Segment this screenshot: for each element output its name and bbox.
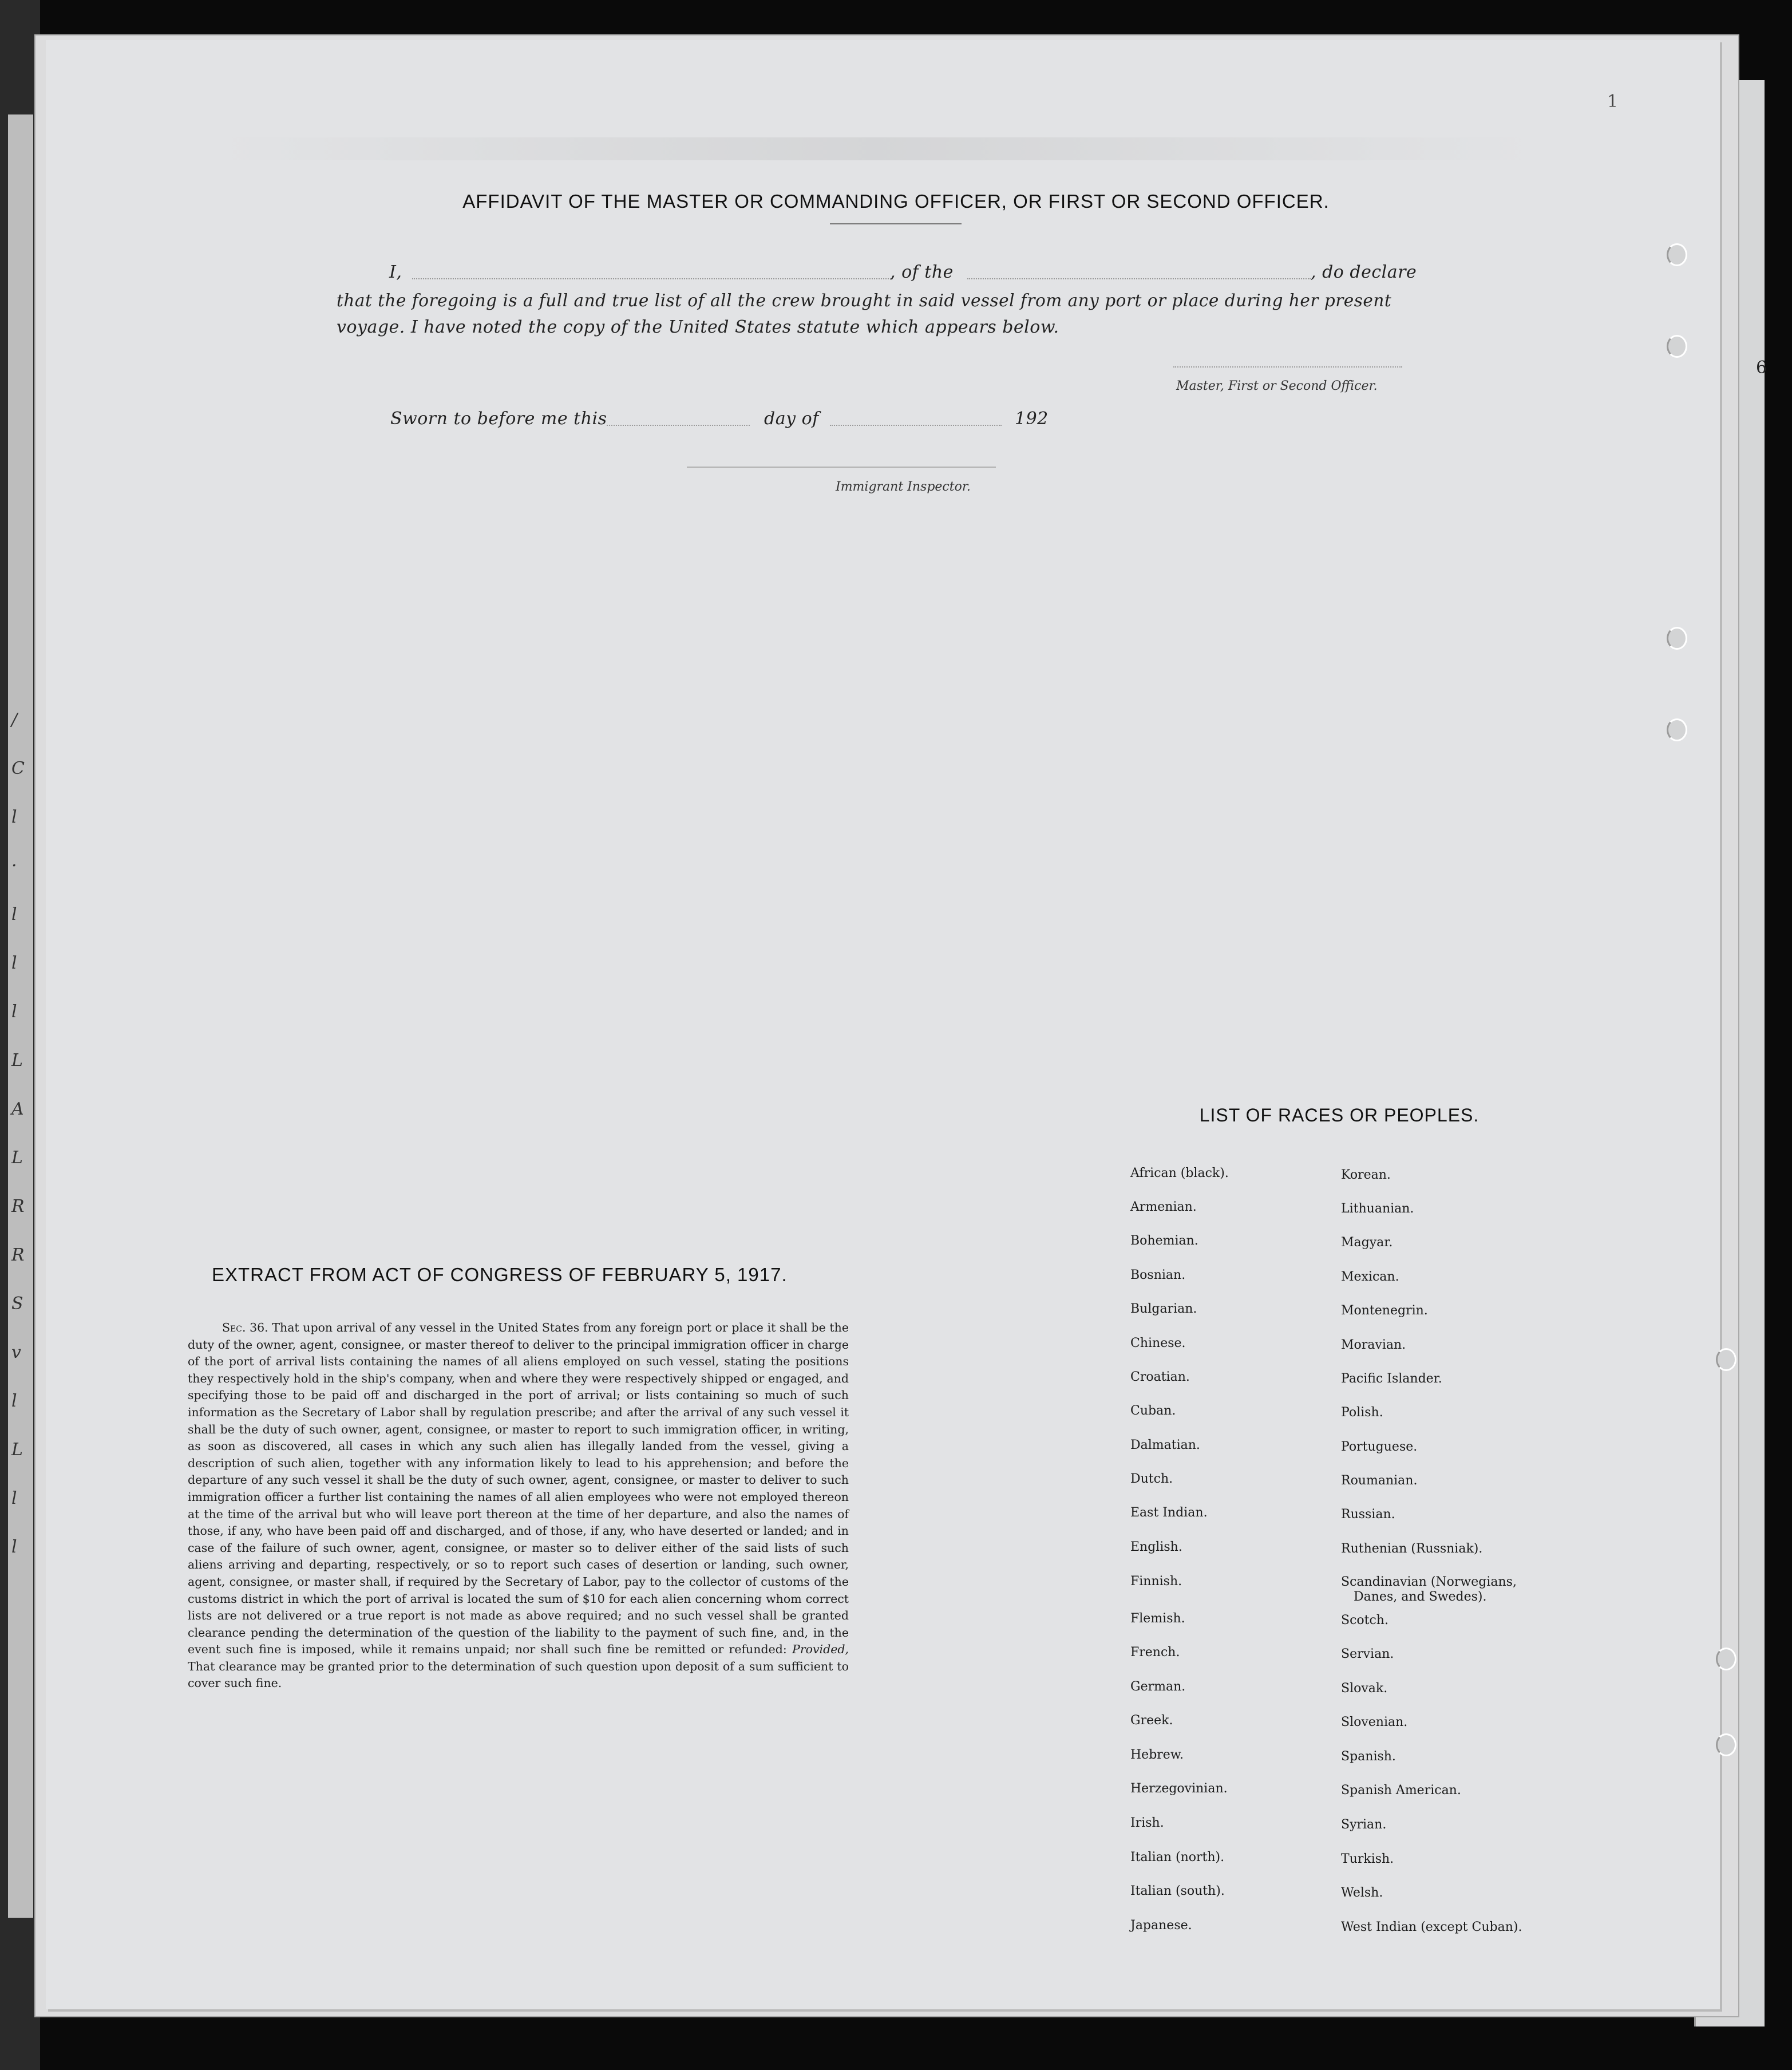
race-left-item: Dutch. xyxy=(1130,1472,1173,1486)
binder-hole xyxy=(1716,1348,1736,1371)
race-right-item: Russian. xyxy=(1341,1507,1395,1522)
race-left-item: Bosnian. xyxy=(1130,1268,1186,1282)
race-right-item: Polish. xyxy=(1341,1405,1383,1420)
right-edge-mark: 6 xyxy=(1756,358,1767,378)
race-left-item: Hebrew. xyxy=(1130,1748,1184,1762)
left-margin-mark: C xyxy=(11,759,25,779)
affidavit-declare: , do declare xyxy=(1311,262,1417,282)
race-left-item: Japanese. xyxy=(1130,1918,1192,1933)
affidavit-line3: voyage. I have noted the copy of the United States statute which appears below. xyxy=(337,317,1059,337)
name-blank[interactable] xyxy=(412,278,893,279)
race-scandinavian-cont: Danes, and Swedes). xyxy=(1354,1590,1487,1604)
binder-hole xyxy=(1716,1648,1736,1670)
race-right-item: Ruthenian (Russniak). xyxy=(1341,1542,1483,1556)
extract-title: EXTRACT FROM ACT OF CONGRESS OF FEBRUARY 5, 1917. xyxy=(212,1264,788,1285)
race-left-item: French. xyxy=(1130,1645,1180,1660)
race-right-item: Scotch. xyxy=(1341,1613,1388,1627)
affidavit-line2: that the foregoing is a full and true list of all the crew brought in said vessel from any port or place during her present xyxy=(337,291,1392,310)
binder-hole xyxy=(1667,243,1687,266)
inspector-rule xyxy=(687,467,996,468)
binder-hole xyxy=(1667,718,1687,741)
race-right-item: Scandinavian (Norwegians, xyxy=(1341,1575,1517,1589)
inspector-caption: Immigrant Inspector. xyxy=(836,480,971,494)
left-margin-mark: l xyxy=(11,953,17,973)
race-right-item: Roumanian. xyxy=(1341,1474,1418,1488)
section-text-b: That clearance may be granted prior to the determination of such question upon deposit of a sum sufficient to cover such fine. xyxy=(188,1659,849,1690)
section-text-a: That upon arrival of any vessel in the United States from any foreign port or place it shall be the duty of the owner, agent, consignee, or master thereof to deliver to the principal immigration officer in charge of the port of arrival lists containing the names of all aliens employed on such vessel, stating the positions they respectively hold in the ship's company, when and where they were respectively shipped or engaged, and specifying those to be paid off and discharged in the port of arrival; or lists containing so much of such information as the Secretary of Labor shall by regulation prescribe; and after the arrival of any such vessel it shall be the duty of such owner, agent, consignee, or master to report to such immigration officer, in writing, as soon as discovered, all cases in which any such alien has illegally landed from the vessel, giving a description of such alien, together with any information likely to lead to his apprehension; and before the departure of any such vessel it shall be the duty of such owner, agent, consignee, or master to deliver to such immigration officer a further list containing the names of all alien employees who were not employed thereon at the time of the arrival but who will leave port thereon at the time of her departure, and also the names of those, if any, who have been paid off and discharged, and of those, if any, who have deserted or landed; and in case of the failure of such owner, agent, consignee, or master so to deliver either of the said lists of such aliens arriving and departing, respectively, or so to report such cases of desertion or landing, such owner, agent, consignee, or master shall, if required by the Secretary of Labor, pay to the collector of customs of the customs district in which the port of arrival is located the sum of $10 for each alien concerning whom correct lists are not delivered or a true report is not made as above required; and no such vessel shall be granted clearance pending the determination of the question of the liability to the payment of such fine, and, in the event such fine is imposed, while it remains unpaid; nor shall such fine be remitted or refunded: xyxy=(188,1321,849,1657)
provided-word: Provided, xyxy=(792,1642,849,1657)
race-left-item: Bohemian. xyxy=(1130,1234,1198,1248)
race-right-item: West Indian (except Cuban). xyxy=(1341,1920,1522,1934)
binder-hole xyxy=(1667,627,1687,650)
left-margin-mark: v xyxy=(11,1342,21,1362)
race-right-item: Slovak. xyxy=(1341,1681,1388,1696)
affidavit-i: I, xyxy=(389,262,402,282)
master-caption: Master, First or Second Officer. xyxy=(1176,379,1378,393)
title-rule xyxy=(830,223,962,224)
binder-hole xyxy=(1716,1733,1736,1756)
race-right-item: Moravian. xyxy=(1341,1338,1406,1352)
race-right-item: Pacific Islander. xyxy=(1341,1372,1442,1386)
race-left-item: Armenian. xyxy=(1130,1200,1197,1214)
race-right-item: Montenegrin. xyxy=(1341,1303,1428,1318)
race-right-item: Lithuanian. xyxy=(1341,1202,1414,1216)
race-left-item: Greek. xyxy=(1130,1713,1173,1728)
race-left-item: Bulgarian. xyxy=(1130,1302,1197,1316)
race-left-item: Irish. xyxy=(1130,1816,1164,1830)
race-right-item: Spanish American. xyxy=(1341,1783,1461,1798)
left-margin-mark: l xyxy=(11,904,17,925)
left-margin-mark: L xyxy=(11,1148,23,1168)
left-margin-mark: A xyxy=(11,1099,24,1119)
race-left-item: Herzegovinian. xyxy=(1130,1781,1228,1796)
sworn-month-blank[interactable] xyxy=(830,425,1002,426)
left-margin-mark: l xyxy=(11,1488,17,1508)
bleed-through-text xyxy=(217,137,1534,160)
day-of-text: day of xyxy=(764,409,819,429)
left-margin-mark: l xyxy=(11,1002,17,1022)
race-left-item: East Indian. xyxy=(1130,1506,1208,1520)
race-left-item: Dalmatian. xyxy=(1130,1438,1200,1452)
race-right-item: Welsh. xyxy=(1341,1886,1383,1900)
races-title: LIST OF RACES OR PEOPLES. xyxy=(1199,1105,1480,1125)
race-right-item: Slovenian. xyxy=(1341,1715,1408,1729)
affidavit-of-the: , of the xyxy=(890,262,954,282)
sworn-day-blank[interactable] xyxy=(607,425,750,426)
race-left-item: Italian (south). xyxy=(1130,1884,1225,1898)
race-right-item: Portuguese. xyxy=(1341,1440,1418,1454)
section-label: Sec. 36. xyxy=(222,1321,268,1334)
left-margin-mark: l xyxy=(11,1537,17,1557)
left-margin-mark: l xyxy=(11,807,17,827)
extract-body xyxy=(188,1320,849,1692)
race-left-item: Flemish. xyxy=(1130,1611,1185,1626)
race-left-item: German. xyxy=(1130,1680,1186,1694)
top-right-mark: 1 xyxy=(1607,92,1619,112)
left-margin-mark: l xyxy=(11,1391,17,1411)
master-signature-blank[interactable] xyxy=(1173,366,1402,368)
vessel-blank[interactable] xyxy=(967,278,1311,279)
race-right-item: Servian. xyxy=(1341,1647,1394,1661)
race-left-item: Cuban. xyxy=(1130,1404,1176,1418)
race-left-item: African (black). xyxy=(1130,1166,1229,1180)
race-left-item: Croatian. xyxy=(1130,1370,1190,1384)
sworn-text: Sworn to before me this xyxy=(390,409,607,429)
left-margin-mark: R xyxy=(11,1196,25,1216)
left-margin-mark: R xyxy=(11,1245,25,1265)
race-left-item: Italian (north). xyxy=(1130,1850,1225,1864)
left-margin-mark: L xyxy=(11,1440,23,1460)
binder-hole xyxy=(1667,335,1687,358)
left-margin-mark: S xyxy=(11,1294,23,1314)
race-right-item: Spanish. xyxy=(1341,1749,1396,1764)
affidavit-title: AFFIDAVIT OF THE MASTER OR COMMANDING OFFICER, OR FIRST OR SECOND OFFICER. xyxy=(462,191,1330,212)
race-right-item: Magyar. xyxy=(1341,1235,1393,1250)
left-margin-mark: L xyxy=(11,1050,23,1070)
left-margin-mark: / xyxy=(11,710,18,730)
year-text: 192 xyxy=(1015,409,1049,429)
left-margin-mark: · xyxy=(11,856,17,876)
race-right-item: Turkish. xyxy=(1341,1852,1394,1866)
race-left-item: Chinese. xyxy=(1130,1336,1186,1350)
race-left-item: English. xyxy=(1130,1540,1182,1554)
race-right-item: Mexican. xyxy=(1341,1270,1399,1284)
race-right-item: Syrian. xyxy=(1341,1818,1387,1832)
race-right-item: Korean. xyxy=(1341,1168,1391,1182)
race-left-item: Finnish. xyxy=(1130,1574,1182,1589)
